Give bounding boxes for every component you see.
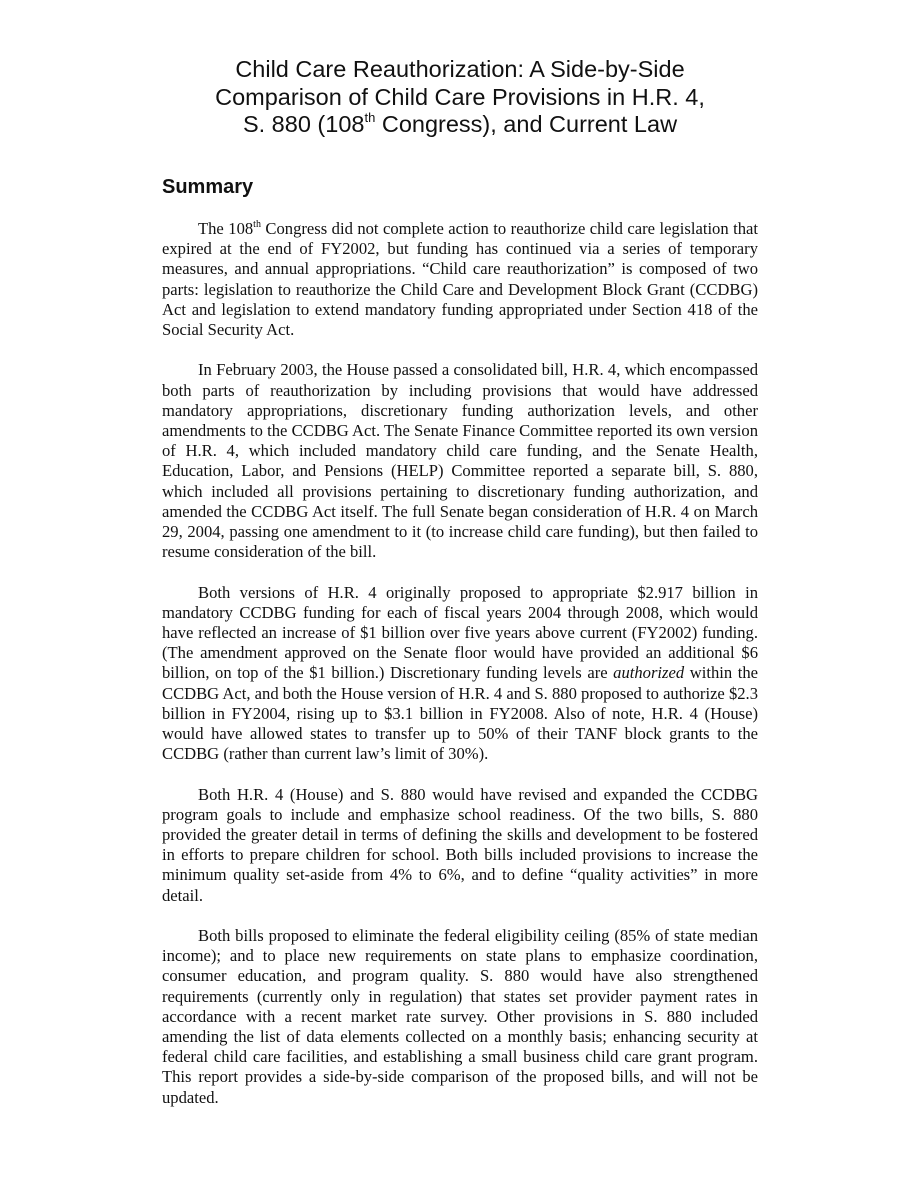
title-superscript: th bbox=[364, 110, 376, 125]
title-line-2: Comparison of Child Care Provisions in H.R. 4, bbox=[215, 83, 705, 110]
section-heading: Summary bbox=[162, 176, 254, 198]
paragraph-1-superscript: th bbox=[253, 219, 261, 230]
summary-body bbox=[162, 219, 758, 1128]
paragraph-5: Both bills proposed to eliminate the federal eligibility ceiling (85% of state median income); and to place new requirements on state plans to emphasize coordination, consumer education, and program quality. S. 880 would have also strengthened requirements (currently only in regulation) that states set provider payment rates in accordance with a recent market rate survey. Other provisions in S. 880 included amending the list of data elements collected on a monthly basis; enhancing security at federal child care facilities, and establishing a small business child care grant program. This report provides a side-by-side comparison of the proposed bills, and will not be updated. bbox=[162, 926, 758, 1107]
title-line-3-end: Congress), and Current Law bbox=[375, 111, 678, 137]
paragraph-2: In February 2003, the House passed a consolidated bill, H.R. 4, which encompassed both parts of reauthorization by including provisions that would have addressed mandatory appropriations, discretionary funding authorization levels, and other amendments to the CCDBG Act. The Senate Finance Committee reported its own version of H.R. 4, which included mandatory child care funding, and the Senate Health, Education, Labor, and Pensions (HELP) Committee reported a separate bill, S. 880, which included all provisions pertaining to discretionary funding authorization, and amended the CCDBG Act itself. The full Senate began consideration of H.R. 4 on March 29, 2004, passing one amendment to it (to increase child care funding), but then failed to resume consideration of the bill. bbox=[162, 360, 758, 562]
paragraph-3-start: Both versions of H.R. 4 originally proposed to appropriate $2.917 billion in mandatory CCDBG funding for each of fiscal years 2004 through 2008, which would have reflected an increase of $1 billion over five years above current (FY2002) funding. (The amendment approved on the Senate floor would have provided an additional $6 billion, on top of the $1 billion.) Discretionary funding levels are bbox=[162, 582, 758, 683]
document-title bbox=[140, 56, 780, 142]
paragraph-3 bbox=[162, 583, 758, 765]
paragraph-3-emphasis: authorized bbox=[613, 663, 685, 683]
title-line-1: Child Care Reauthorization: A Side-by-Side bbox=[235, 56, 685, 82]
paragraph-1-lead: The 108 bbox=[198, 219, 254, 238]
paragraph-1 bbox=[162, 219, 758, 340]
paragraph-1-text: Congress did not complete action to reauthorize child care legislation that expired at the end of FY2002, but funding has continued via a series of temporary measures, and annual appropriations. “Child care reauthorization” is composed of two parts: legislation to reauthorize the Child Care and Development Block Grant (CCDBG) Act and legislation to extend mandatory funding appropriated under Section 418 of the Social Security Act. bbox=[162, 219, 759, 340]
paragraph-4: Both H.R. 4 (House) and S. 880 would have revised and expanded the CCDBG program goals to include and emphasize school readiness. Of the two bills, S. 880 provided the greater detail in terms of defining the skills and development to be fostered in efforts to prepare children for school. Both bills included provisions to increase the minimum quality set-aside from 4% to 6%, and to define “quality activities” in more detail. bbox=[162, 784, 758, 905]
title-line-3 bbox=[140, 111, 780, 142]
title-line-3-start: S. 880 (108 bbox=[242, 111, 365, 137]
paragraph-3-end: within the CCDBG Act, and both the House version of H.R. 4 and S. 880 proposed to authorize $2.3 billion in FY2004, rising up to $3.1 billion in FY2008. Also of note, H.R. 4 (House) would have allowed states to transfer up to 50% of their TANF block grants to the CCDBG (rather than current law’s limit of 30%). bbox=[162, 663, 758, 764]
